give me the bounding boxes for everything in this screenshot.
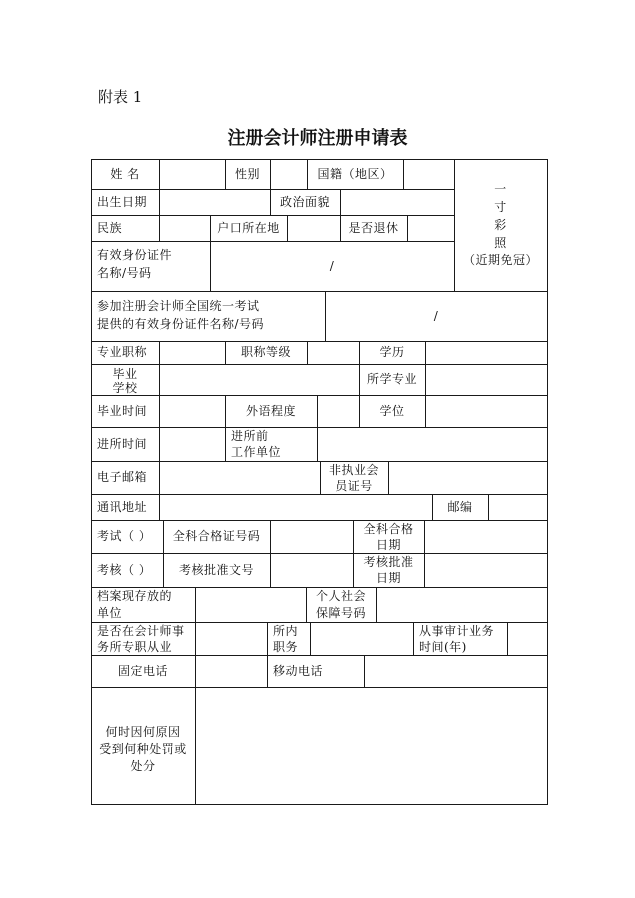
retired-label: 是否退休	[348, 220, 399, 235]
table-border-bottom	[91, 804, 548, 805]
photo-label-3: 彩	[494, 218, 507, 232]
nationality-field[interactable]	[404, 160, 453, 189]
grad-date-label: 毕业时间	[97, 403, 148, 418]
hukou-label: 户口所在地	[217, 220, 280, 235]
prev-unit-label-1: 进所前	[231, 429, 269, 443]
gender-field[interactable]	[271, 160, 306, 189]
retired-field[interactable]	[408, 216, 453, 241]
penalty-label-1: 何时因何原因	[105, 725, 181, 739]
landline-label: 固定电话	[117, 663, 168, 678]
assess-date-field[interactable]	[425, 554, 547, 587]
cert-date-field[interactable]	[425, 521, 547, 553]
non-practicing-label-2: 员证号	[335, 478, 373, 493]
address-label: 通讯地址	[97, 499, 148, 514]
ethnicity-label: 民族	[97, 220, 123, 235]
assess-date-label-2: 日期	[375, 571, 401, 585]
exam-id-field[interactable]: /	[433, 308, 439, 323]
social-sec-label-2: 保障号码	[315, 606, 366, 620]
email-label: 电子邮箱	[97, 470, 148, 484]
non-practicing-field[interactable]	[389, 462, 547, 494]
form-title: 注册会计师注册申请表	[227, 128, 408, 149]
school-label-1: 毕业	[112, 367, 138, 381]
appendix-label: 附表 1	[98, 88, 143, 106]
title-grade-field[interactable]	[308, 342, 358, 364]
school-label-2: 学校	[112, 381, 138, 395]
title-grade-label: 职称等级	[240, 345, 291, 359]
cert-no-label: 全科合格证号码	[172, 529, 261, 543]
non-practicing-label-1: 非执业会	[328, 463, 379, 477]
ethnicity-field[interactable]	[160, 216, 209, 241]
join-date-label: 进所时间	[97, 436, 148, 451]
fulltime-label-2: 务所专职从业	[97, 639, 173, 654]
join-date-field[interactable]	[160, 428, 224, 461]
archive-field[interactable]	[196, 588, 305, 622]
birth-date-label: 出生日期	[97, 194, 148, 209]
degree-label: 学位	[379, 403, 405, 418]
penalty-label-3: 处分	[130, 759, 156, 773]
hukou-field[interactable]	[288, 216, 339, 241]
professional-title-field[interactable]	[160, 342, 224, 364]
audit-years-label-1: 从事审计业务	[419, 623, 495, 638]
registration-form-table	[91, 159, 548, 804]
photo-label-2: 寸	[494, 200, 507, 214]
fulltime-field[interactable]	[196, 623, 266, 655]
archive-label-2: 单位	[97, 606, 123, 620]
address-field[interactable]	[160, 495, 431, 520]
archive-label-1: 档案现存放的	[97, 589, 173, 603]
audit-years-label-2: 时间(年)	[419, 639, 467, 654]
email-field[interactable]	[160, 462, 319, 494]
exam-label: 考试（ ）	[97, 529, 152, 543]
social-sec-label-1: 个人社会	[315, 589, 366, 603]
major-label: 所学专业	[366, 372, 417, 386]
prev-unit-label-2: 工作单位	[231, 445, 282, 459]
assess-doc-label: 考核批准文号	[178, 562, 254, 577]
postcode-field[interactable]	[489, 495, 547, 520]
mobile-label: 移动电话	[273, 663, 324, 678]
school-field[interactable]	[160, 365, 358, 395]
id-doc-field[interactable]: /	[329, 258, 335, 273]
gender-label: 性别	[234, 166, 260, 181]
landline-field[interactable]	[196, 656, 266, 687]
cert-date-label-1: 全科合格	[363, 522, 414, 536]
education-field[interactable]	[426, 342, 547, 364]
foreign-lang-label: 外语程度	[245, 403, 296, 418]
birth-date-field[interactable]	[160, 190, 269, 215]
name-label: 姓 名	[110, 166, 140, 181]
major-field[interactable]	[426, 365, 547, 395]
penalty-field[interactable]	[196, 688, 547, 804]
duty-field[interactable]	[311, 623, 412, 655]
photo-label-4: 照	[494, 236, 507, 250]
audit-years-field[interactable]	[508, 623, 547, 655]
assess-date-label-1: 考核批准	[363, 555, 414, 569]
social-sec-field[interactable]	[377, 588, 547, 622]
assess-label: 考核（ ）	[97, 562, 152, 577]
id-doc-label-1: 有效身份证件	[97, 248, 173, 262]
political-status-label: 政治面貌	[279, 194, 330, 209]
exam-id-label-1: 参加注册会计师全国统一考试	[97, 299, 260, 313]
grad-date-field[interactable]	[160, 396, 224, 427]
political-status-field[interactable]	[341, 190, 453, 215]
professional-title-label: 专业职称	[97, 345, 148, 359]
id-doc-label-2: 名称/号码	[97, 266, 152, 280]
education-label: 学历	[379, 345, 405, 359]
table-border-right	[547, 159, 548, 805]
degree-field[interactable]	[426, 396, 547, 427]
fulltime-label-1: 是否在会计师事	[97, 623, 185, 638]
duty-label-2: 职务	[273, 639, 299, 654]
name-field[interactable]	[160, 160, 224, 189]
foreign-lang-field[interactable]	[318, 396, 358, 427]
exam-id-label-2: 提供的有效身份证件名称/号码	[97, 317, 265, 331]
penalty-label-2: 受到何种处罚或	[99, 742, 187, 756]
photo-note: （近期免冠）	[462, 253, 538, 267]
prev-unit-field[interactable]	[318, 428, 547, 461]
assess-doc-field[interactable]	[271, 554, 352, 587]
duty-label-1: 所内	[273, 623, 299, 638]
mobile-field[interactable]	[365, 656, 547, 687]
cert-date-label-2: 日期	[375, 537, 401, 552]
photo-label-1: 一	[494, 182, 507, 196]
nationality-label: 国籍（地区）	[317, 166, 393, 181]
cert-no-field[interactable]	[271, 521, 352, 553]
postcode-label: 邮编	[447, 499, 473, 514]
